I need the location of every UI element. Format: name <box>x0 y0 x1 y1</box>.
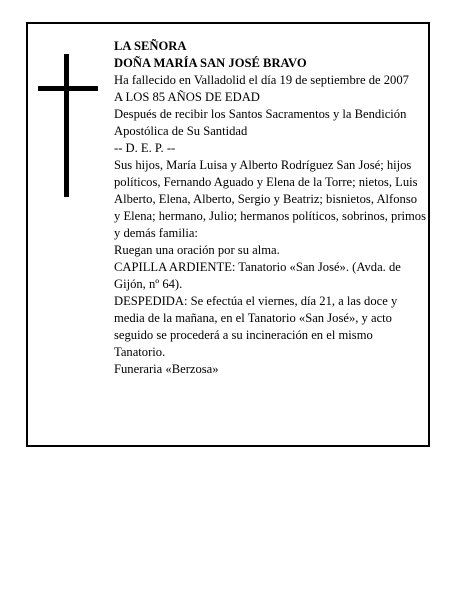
family-list: Sus hijos, María Luisa y Alberto Rodríguez San José; hijos políticos, Fernando Aguado y Elena de la Torre; nietos, Luis Alberto, Elena, Alberto, Sergio y Beatriz; bisnietos, Alfonso y Elena; hermano, Julio; hermanos políticos, sobrinos, primos y demás familia: <box>114 158 427 240</box>
rip-line: -- D. E. P. -- <box>114 141 176 155</box>
cross-icon <box>38 54 98 197</box>
farewell-info: DESPEDIDA: Se efectúa el viernes, día 21, a las doce y media de la mañana, en el Tanatorio «San José», y acto seguido se procederá a su incineración en el mismo Tanatorio. <box>114 294 398 359</box>
prayer-line: Ruegan una oración por su alma. <box>114 243 280 257</box>
age-line: A LOS 85 AÑOS DE EDAD <box>114 90 260 104</box>
sacraments-line: Después de recibir los Santos Sacramentos y la Bendición Apostólica de Su Santidad <box>114 107 407 138</box>
cross-horizontal-bar <box>38 86 98 91</box>
death-info: Ha fallecido en Valladolid el día 19 de septiembre de 2007 <box>114 73 409 87</box>
funeral-home: Funeraria «Berzosa» <box>114 362 219 376</box>
obituary-text <box>114 38 426 378</box>
notice-heading-line1: LA SEÑORA <box>114 39 187 53</box>
chapel-info: CAPILLA ARDIENTE: Tanatorio «San José». (Avda. de Gijón, nº 64). <box>114 260 401 291</box>
cross-vertical-bar <box>64 54 69 197</box>
deceased-name: DOÑA MARÍA SAN JOSÉ BRAVO <box>114 56 307 70</box>
